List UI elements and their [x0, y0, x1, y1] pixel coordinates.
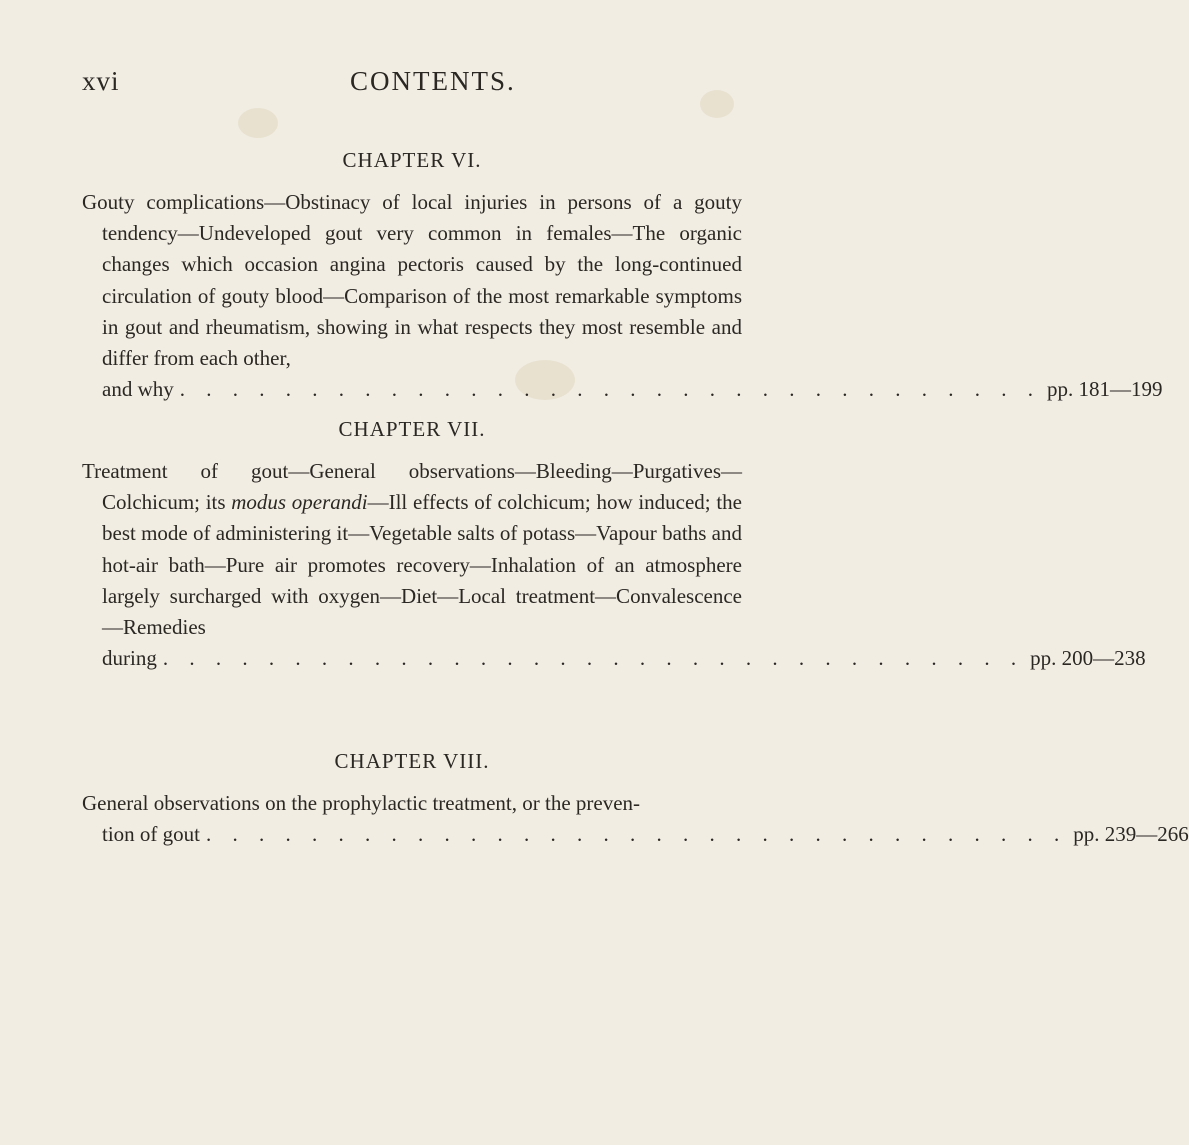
chapter-section	[82, 749, 1189, 850]
running-head	[82, 66, 742, 106]
dot-leaders: . . . . . . . . . . . . . . . . . . . . . . . . . . . . . . . . .	[206, 822, 1068, 847]
page-range: pp. 239—266	[1073, 822, 1189, 847]
last-line-text: tion of gout	[102, 822, 200, 847]
chapter-summary-text: Gouty complications—Obstinacy of local injuries in persons of a gouty tendency—Undeveloped gout very common in females—The organic changes which occasion angina pectoris caused by the long-continued circulation of gouty blood—Comparison of the most remarkable symptoms in gout and rheumatism, showing in what respects they most resemble and differ from each other,	[82, 190, 742, 371]
chapter-summary	[82, 456, 1146, 674]
chapter-summary-text: Treatment of gout—General observations—Bleeding—Purgatives—Colchicum; its	[82, 459, 742, 515]
page-range-line	[102, 819, 1189, 850]
dot-leaders: . . . . . . . . . . . . . . . . . . . . . . . . . . . . . . . . .	[162, 646, 1025, 671]
paper-stain	[238, 108, 278, 138]
last-line-text: and why	[102, 377, 174, 402]
page-range: pp. 200—238	[1030, 646, 1146, 671]
chapter-summary	[82, 788, 1189, 850]
chapter-heading: CHAPTER VI.	[342, 148, 482, 172]
italic-phrase: modus operandi	[231, 490, 368, 515]
page-range: pp. 181—199	[1047, 377, 1163, 402]
page-number: xvi	[82, 66, 120, 96]
chapter-section	[82, 417, 1146, 674]
chapter-heading: CHAPTER VII.	[338, 417, 486, 441]
chapter-heading: CHAPTER VIII.	[334, 749, 490, 773]
chapter-summary-text: —Ill effects of colchicum; how induced; the best mode of administering it—Vegetable salts of potass—Vapour baths and hot-air bath—Pure air promotes recovery—Inhalation of an atmosphere largely surcharged with oxygen—Diet—Local treatment—Convalescence—Remedies	[102, 490, 742, 640]
dot-leaders: . . . . . . . . . . . . . . . . . . . . . . . . . . . . . . . . .	[179, 377, 1041, 402]
chapter-summary	[82, 187, 1163, 405]
chapter-summary-text: General observations on the prophylactic treatment, or the preven-	[82, 791, 641, 815]
page-range-line	[102, 374, 1163, 405]
last-line-text: during	[102, 646, 157, 671]
chapter-section	[82, 148, 1163, 405]
page-range-line	[102, 643, 1146, 674]
page-title: CONTENTS.	[350, 66, 516, 96]
